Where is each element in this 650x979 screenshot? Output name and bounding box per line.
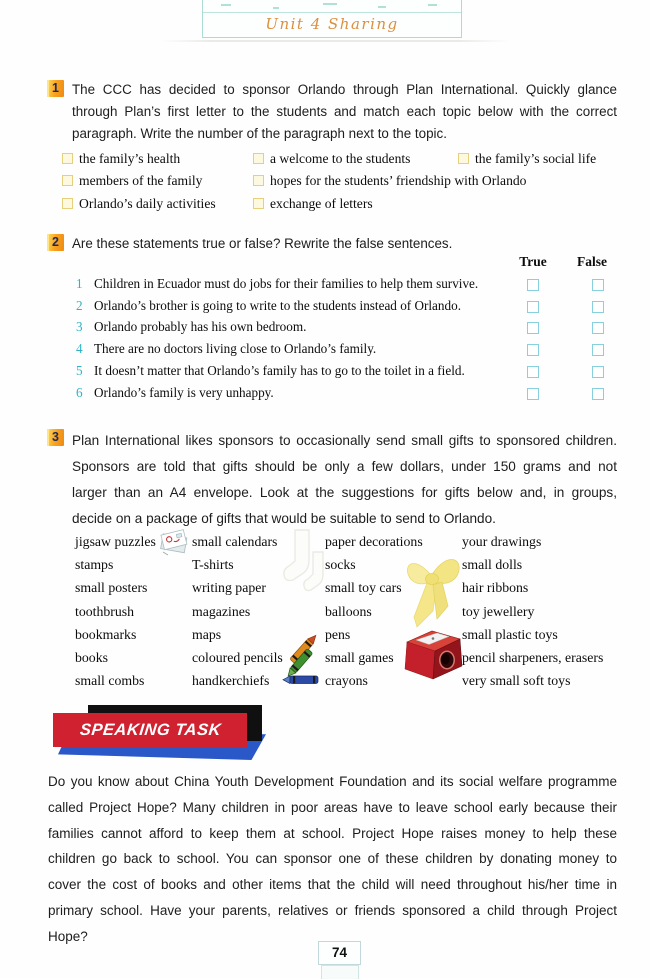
speaking-task-label: SPEAKING TASK	[78, 720, 222, 739]
topic-checkbox[interactable]	[62, 153, 73, 164]
statement-text: Orlando’s family is very unhappy.	[94, 385, 274, 400]
statement-row	[0, 276, 650, 297]
gift-item: crayons	[325, 673, 368, 689]
gift-item: small games	[325, 650, 394, 666]
paragraph-line: Sponsors are told that gifts should be only a few dollars, under 150 grams and not	[72, 459, 617, 474]
gift-item: pens	[325, 626, 351, 642]
topic-checkbox[interactable]	[253, 175, 264, 186]
gift-item: toy jewellery	[462, 603, 535, 619]
scan-speck	[428, 4, 437, 6]
gift-item: small toy cars	[325, 580, 402, 596]
gift-item: handkerchiefs	[192, 673, 270, 689]
paragraph-line: primary school. Have your parents, relatives or friends sponsored a child through Project	[48, 902, 617, 918]
activity-1-instruction	[72, 79, 617, 145]
true-column-header: True	[519, 254, 547, 269]
topic-item	[62, 151, 180, 167]
statement-text: It doesn’t matter that Orlando’s family has to go to the toilet in a field.	[94, 363, 465, 378]
gift-item: balloons	[325, 603, 372, 619]
topic-checkbox[interactable]	[458, 153, 469, 164]
gift-item: socks	[325, 557, 356, 573]
header-shadow-line	[160, 40, 510, 42]
paragraph-line: through Plan’s first letter to the students and match each topic below with the correct	[72, 104, 617, 119]
page-number: 74	[331, 945, 348, 960]
topic-label: members of the family	[79, 173, 203, 188]
topic-checkbox[interactable]	[62, 198, 73, 209]
topic-item	[62, 196, 216, 212]
unit-header-box	[202, 0, 462, 38]
topic-checkbox[interactable]	[62, 175, 73, 186]
gift-item: your drawings	[462, 534, 542, 549]
gift-item: hair ribbons	[462, 580, 529, 596]
paragraph-line: Hope?	[48, 928, 88, 944]
topic-item	[253, 151, 410, 167]
paragraph-line: Plan International likes sponsors to occasionally send small gifts to sponsored children.	[72, 433, 617, 448]
topic-label: the family’s health	[79, 151, 181, 166]
paragraph-line: called Project Hope? Many children in poor areas have to leave school early because their	[48, 799, 617, 815]
activity-3-instruction	[72, 428, 617, 532]
paragraph-line: decide on a package of gifts that would be suitable to send to Orlando.	[72, 511, 496, 526]
true-checkbox[interactable]	[527, 366, 539, 378]
gift-item: coloured pencils	[192, 650, 283, 666]
gift-item: magazines	[192, 603, 251, 619]
statement-text: There are no doctors living close to Orlando’s family.	[94, 341, 377, 356]
gift-item: small calendars	[192, 534, 278, 549]
false-checkbox[interactable]	[592, 388, 604, 400]
activity-2-badge: 2	[47, 234, 64, 251]
paragraph-line: children go back to school. You can sponsor one of these children by donating money to	[48, 851, 617, 867]
statement-row	[0, 341, 650, 362]
paragraph-line: larger than an A4 envelope. Look at the suggestions for gifts below and, in groups,	[72, 485, 617, 500]
topic-checkbox[interactable]	[253, 198, 264, 209]
topic-item	[458, 151, 596, 167]
paragraph-line: paragraph. Write the number of the paragraph next to the topic.	[72, 126, 447, 141]
topic-item	[62, 173, 202, 189]
coloured-pencils-icon	[281, 629, 327, 687]
true-checkbox[interactable]	[527, 322, 539, 334]
gift-item: paper decorations	[325, 534, 423, 549]
statement-row	[0, 385, 650, 406]
speaking-task-banner	[48, 702, 278, 766]
true-checkbox[interactable]	[527, 344, 539, 356]
header-divider	[203, 12, 461, 13]
gift-item: small plastic toys	[462, 626, 558, 642]
statement-text: Orlando probably has his own bedroom.	[94, 319, 307, 334]
gift-item: jigsaw puzzles	[75, 534, 156, 549]
statement-number: 3	[76, 319, 83, 334]
statement-number: 1	[76, 276, 83, 291]
statement-number: 2	[76, 298, 83, 313]
scan-speck	[221, 4, 231, 6]
activity-3-badge: 3	[47, 429, 64, 446]
banner-red-shape	[53, 713, 247, 747]
topic-label: the family’s social life	[475, 151, 597, 166]
unit-title: Unit 4 Sharing	[265, 15, 399, 33]
statement-number: 5	[76, 363, 83, 378]
gift-item: maps	[192, 626, 222, 642]
statement-row	[0, 298, 650, 319]
gift-item: pencil sharpeners, erasers	[462, 650, 604, 666]
scan-speck	[323, 3, 337, 5]
topic-item	[253, 173, 526, 189]
topic-checkbox[interactable]	[253, 153, 264, 164]
gift-item: T-shirts	[192, 557, 234, 573]
statement-text: Orlando’s brother is going to write to the students instead of Orlando.	[94, 298, 461, 313]
false-checkbox[interactable]	[592, 344, 604, 356]
activity-1-badge: 1	[47, 80, 64, 97]
socks-outline-icon	[281, 526, 329, 604]
topic-label: a welcome to the students	[270, 151, 411, 166]
topic-label: hopes for the students’ friendship with Orlando	[270, 173, 527, 188]
gift-item: books	[75, 650, 108, 666]
speaking-task-paragraph	[48, 769, 617, 950]
gift-item: toothbrush	[75, 603, 135, 619]
false-checkbox[interactable]	[592, 366, 604, 378]
statement-row	[0, 363, 650, 384]
paragraph-line: families cannot afford to keep them at school. Project Hope raises money to help these	[48, 825, 617, 841]
statement-number: 4	[76, 341, 83, 356]
gift-column	[462, 530, 642, 692]
gift-item: writing paper	[192, 580, 266, 596]
gift-item: very small soft toys	[462, 673, 571, 689]
scan-speck	[378, 6, 386, 8]
statement-number: 6	[76, 385, 83, 400]
false-checkbox[interactable]	[592, 279, 604, 291]
activity-2-instruction: Are these statements true or false? Rewrite the false sentences.	[72, 236, 453, 251]
false-checkbox[interactable]	[592, 301, 604, 313]
paragraph-line: Do you know about China Youth Development Foundation and its social welfare programme	[48, 774, 617, 789]
paragraph-line: The CCC has decided to sponsor Orlando through Plan International. Quickly glance	[72, 82, 617, 97]
topic-item	[253, 196, 373, 212]
true-checkbox[interactable]	[527, 301, 539, 313]
gift-item: small dolls	[462, 557, 523, 573]
false-column-header: False	[577, 254, 607, 269]
statement-row	[0, 319, 650, 340]
gift-item: small combs	[75, 673, 145, 689]
statement-text: Children in Ecuador must do jobs for their families to help them survive.	[94, 276, 479, 291]
topic-label: Orlando’s daily activities	[79, 196, 216, 211]
scan-speck	[273, 7, 279, 9]
true-checkbox[interactable]	[527, 279, 539, 291]
gift-item: small posters	[75, 580, 148, 596]
topic-label: exchange of letters	[270, 196, 373, 211]
gift-item: stamps	[75, 557, 114, 573]
footer-ornament-box	[321, 965, 359, 979]
paragraph-line: cover the cost of books and other items that the child will need throughout his/her time in	[48, 877, 617, 893]
stamps-icon	[157, 526, 193, 558]
pencil-sharpener-icon	[401, 627, 465, 681]
false-checkbox[interactable]	[592, 322, 604, 334]
gift-item: bookmarks	[75, 626, 137, 642]
page-number-box	[318, 941, 361, 965]
true-checkbox[interactable]	[527, 388, 539, 400]
